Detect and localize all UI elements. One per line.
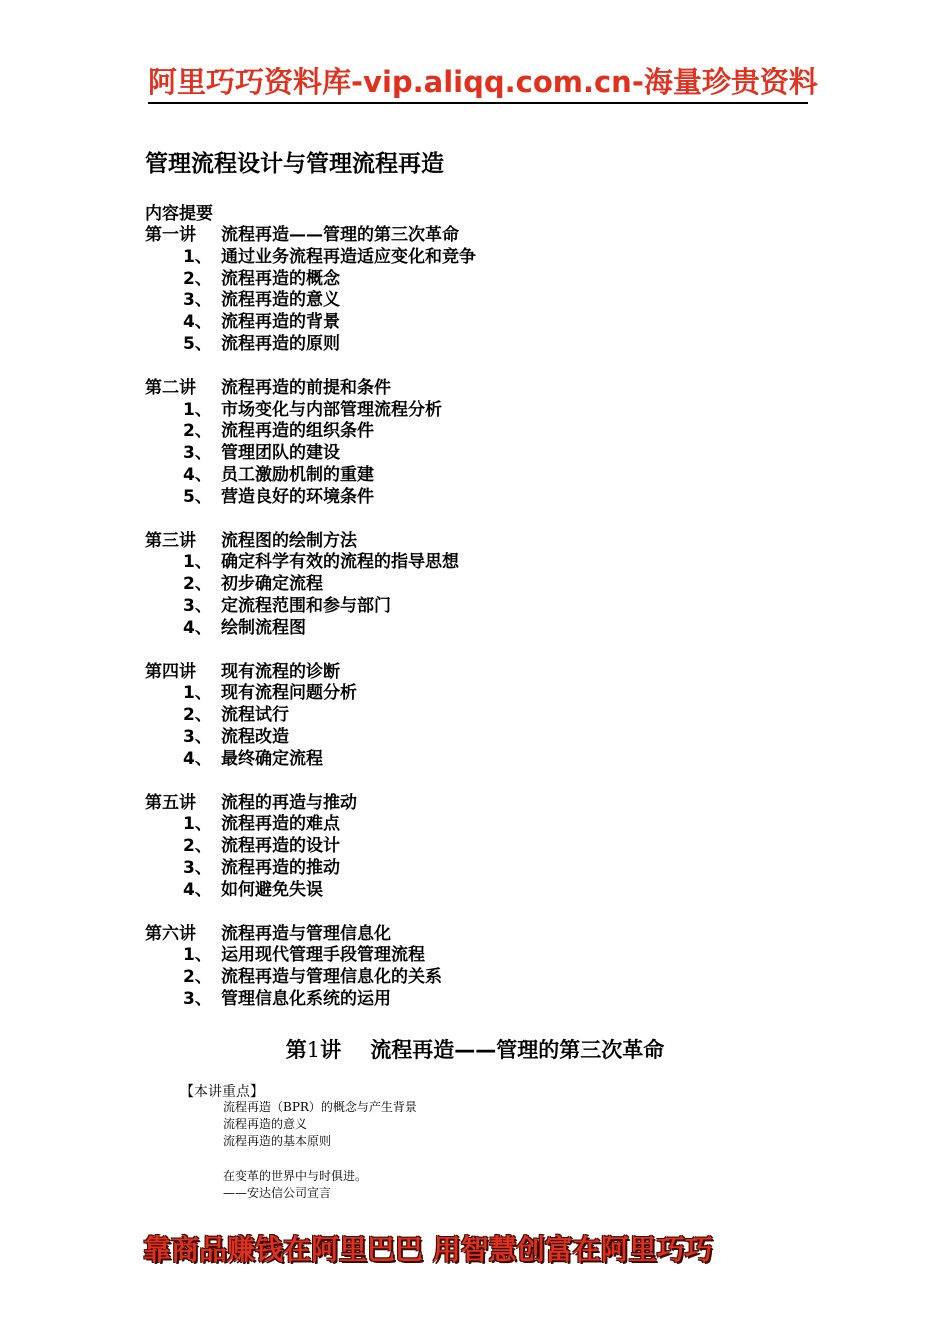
toc-item-text: 营造良好的环境条件 <box>221 486 374 507</box>
lecture-1-suffix: 讲 <box>320 1038 342 1062</box>
toc-item <box>145 574 845 596</box>
lecture-title: 现有流程的诊断 <box>221 661 340 682</box>
key-point: 流程再造的意义 <box>223 1117 308 1131</box>
toc-item-number: 4、 <box>183 748 212 769</box>
toc-item <box>145 880 845 902</box>
lecture-label: 第一讲 <box>145 225 196 245</box>
toc-item <box>145 269 845 291</box>
toc-item <box>145 312 845 334</box>
lecture-heading <box>145 225 845 247</box>
toc-item-number: 2、 <box>183 574 212 595</box>
quote-source: ——安达信公司宣言 <box>223 1186 332 1200</box>
toc-item <box>145 989 845 1011</box>
toc-item-number: 1、 <box>183 246 212 267</box>
key-point: 流程再造（BPR）的概念与产生背景 <box>223 1100 417 1114</box>
header-banner-text: 阿里巧巧资料库-vip.aliqq.com.cn-海量珍贵资料 <box>148 65 818 99</box>
toc-item <box>145 814 845 836</box>
toc-item-text: 流程再造与管理信息化的关系 <box>221 967 442 988</box>
toc-item-number: 5、 <box>183 333 212 354</box>
lecture-heading <box>145 531 845 553</box>
toc-item-number: 4、 <box>183 879 212 900</box>
toc-item-number: 2、 <box>183 705 212 726</box>
toc-item-number: 3、 <box>183 857 212 878</box>
toc-item-number: 1、 <box>183 552 212 573</box>
toc-item-number: 3、 <box>183 443 212 464</box>
toc-item-number: 4、 <box>183 312 212 333</box>
toc-item <box>145 705 845 727</box>
toc-item-text: 流程再造的原则 <box>221 333 340 354</box>
toc-item-text: 流程再造的背景 <box>221 312 340 333</box>
toc-item-text: 如何避免失误 <box>221 879 323 900</box>
lecture-list <box>145 225 845 1011</box>
toc-item-text: 通过业务流程再造适应变化和竞争 <box>221 246 476 267</box>
toc-item-number: 2、 <box>183 836 212 857</box>
lecture-title: 流程的再造与推动 <box>221 792 357 813</box>
lecture-label: 第四讲 <box>145 661 196 682</box>
toc-item <box>145 727 845 749</box>
toc-item-text: 运用现代管理手段管理流程 <box>221 945 425 966</box>
lecture-section <box>145 924 845 1011</box>
toc-item-number: 4、 <box>183 617 212 638</box>
lecture-1-title: 流程再造——管理的第三次革命 <box>370 1038 665 1062</box>
table-of-contents <box>145 203 845 1033</box>
lecture-1-heading <box>0 1034 950 1064</box>
quote <box>223 1168 367 1202</box>
toc-item <box>145 618 845 640</box>
toc-item <box>145 858 845 880</box>
toc-item-text: 流程再造的概念 <box>221 268 340 289</box>
toc-item <box>145 334 845 356</box>
toc-item-text: 管理团队的建设 <box>221 443 340 464</box>
toc-item-text: 初步确定流程 <box>221 574 323 595</box>
toc-item <box>145 836 845 858</box>
quote-text: 在变革的世界中与时俱进。 <box>223 1169 368 1183</box>
toc-item-number: 2、 <box>183 967 212 988</box>
toc-item-number: 3、 <box>183 595 212 616</box>
lecture-label: 第三讲 <box>145 530 196 551</box>
toc-item <box>145 596 845 618</box>
toc-item-text: 绘制流程图 <box>221 617 306 638</box>
toc-item <box>145 290 845 312</box>
lecture-label: 第五讲 <box>145 792 196 813</box>
toc-item <box>145 443 845 465</box>
toc-item-number: 3、 <box>183 988 212 1009</box>
lecture-section <box>145 225 845 356</box>
toc-heading: 内容提要 <box>145 204 213 224</box>
toc-item <box>145 247 845 269</box>
lecture-1-number: 1 <box>306 1038 321 1062</box>
key-points-list <box>223 1099 417 1150</box>
toc-item <box>145 683 845 705</box>
toc-item-number: 1、 <box>183 399 212 420</box>
toc-item <box>145 465 845 487</box>
header-banner <box>148 62 818 104</box>
lecture-heading <box>145 662 845 684</box>
toc-item-number: 3、 <box>183 726 212 747</box>
toc-item-text: 确定科学有效的流程的指导思想 <box>221 552 459 573</box>
toc-item <box>145 967 845 989</box>
toc-item-number: 1、 <box>183 945 212 966</box>
lecture-section <box>145 531 845 640</box>
lecture-section <box>145 662 845 771</box>
toc-item-text: 流程再造的意义 <box>221 290 340 311</box>
toc-item <box>145 749 845 771</box>
key-point: 流程再造的基本原则 <box>223 1134 332 1148</box>
toc-item-text: 定流程范围和参与部门 <box>221 595 391 616</box>
lecture-label: 第六讲 <box>145 923 196 944</box>
toc-item-text: 流程再造的设计 <box>221 836 340 857</box>
toc-item-text: 现有流程问题分析 <box>221 683 357 704</box>
footer-banner <box>143 1230 803 1270</box>
lecture-1-prefix: 第 <box>285 1038 307 1062</box>
toc-item-text: 员工激励机制的重建 <box>221 464 374 485</box>
lecture-heading <box>145 793 845 815</box>
lecture-section <box>145 793 845 902</box>
lecture-title: 流程再造与管理信息化 <box>221 923 391 944</box>
toc-item-text: 流程再造的难点 <box>221 814 340 835</box>
lecture-heading <box>145 378 845 400</box>
toc-item-number: 1、 <box>183 683 212 704</box>
toc-item-text: 管理信息化系统的运用 <box>221 988 391 1009</box>
lecture-title: 流程再造的前提和条件 <box>221 377 391 398</box>
toc-item <box>145 945 845 967</box>
toc-item <box>145 400 845 422</box>
toc-item-text: 流程试行 <box>221 705 289 726</box>
lecture-section <box>145 378 845 509</box>
toc-item-number: 4、 <box>183 464 212 485</box>
toc-item <box>145 421 845 443</box>
document-title: 管理流程设计与管理流程再造 <box>145 151 444 177</box>
toc-item-number: 3、 <box>183 290 212 311</box>
toc-item-text: 流程再造的推动 <box>221 857 340 878</box>
lecture-label: 第二讲 <box>145 377 196 398</box>
toc-item-text: 最终确定流程 <box>221 748 323 769</box>
toc-item-number: 2、 <box>183 268 212 289</box>
toc-item-number: 2、 <box>183 421 212 442</box>
toc-item-number: 5、 <box>183 486 212 507</box>
footer-banner-text: 靠商品赚钱在阿里巴巴 用智慧创富在阿里巧巧 <box>143 1233 713 1266</box>
lecture-heading <box>145 924 845 946</box>
toc-item-text: 流程改造 <box>221 726 289 747</box>
toc-item-text: 市场变化与内部管理流程分析 <box>221 399 442 420</box>
lecture-title: 流程图的绘制方法 <box>221 530 357 551</box>
toc-item <box>145 487 845 509</box>
lecture-title: 流程再造——管理的第三次革命 <box>221 225 459 245</box>
toc-item-number: 1、 <box>183 814 212 835</box>
toc-item <box>145 552 845 574</box>
key-points-label: 【本讲重点】 <box>180 1084 264 1100</box>
toc-item-text: 流程再造的组织条件 <box>221 421 374 442</box>
